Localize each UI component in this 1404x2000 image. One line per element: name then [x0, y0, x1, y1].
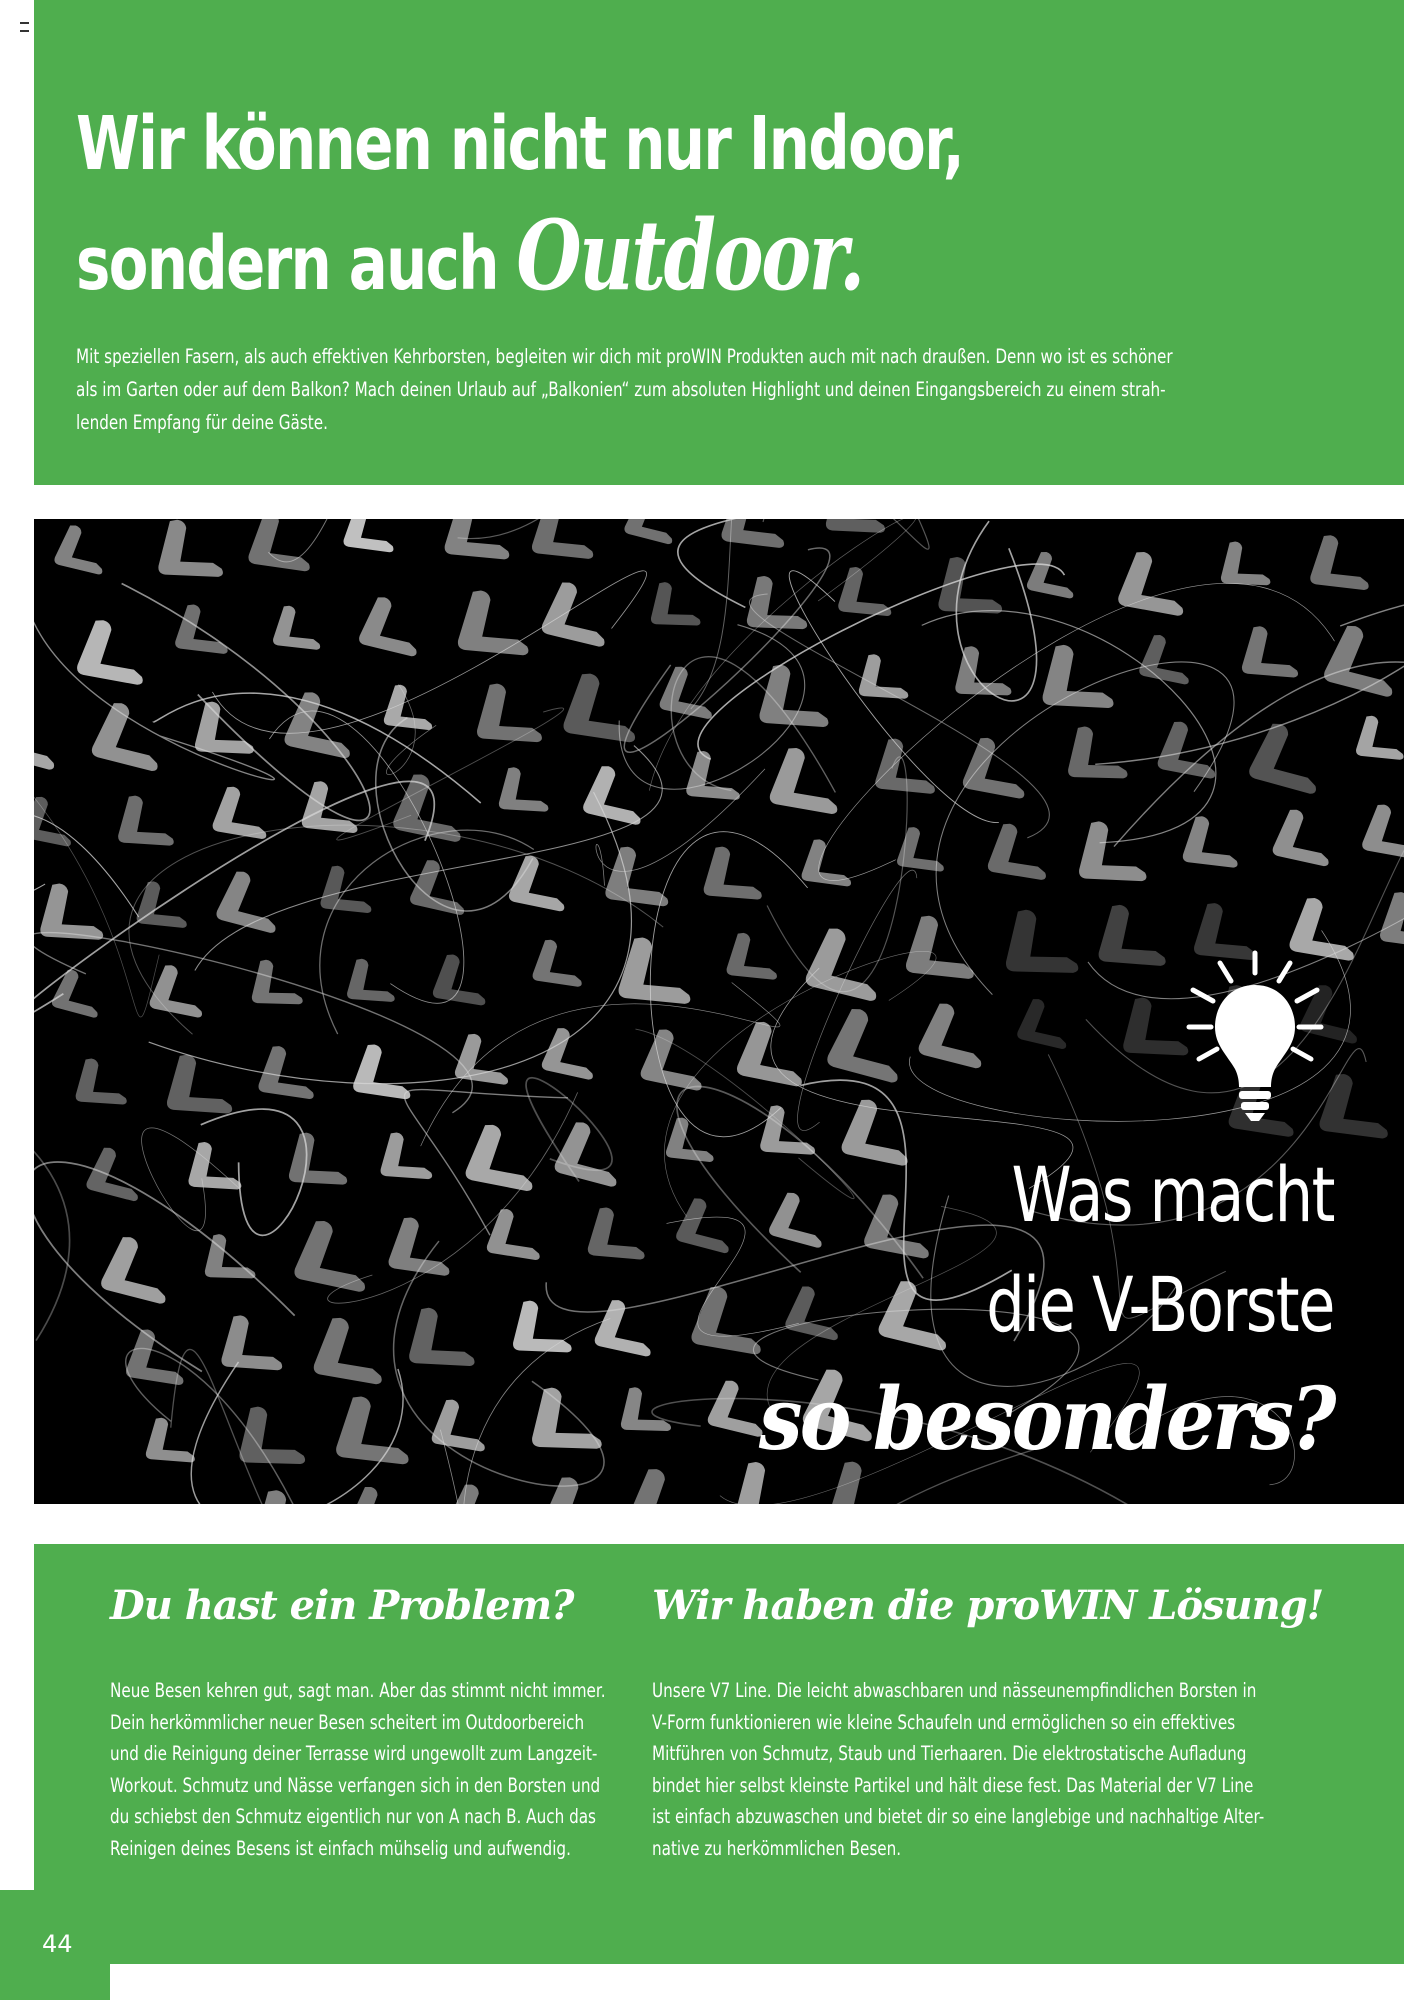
corner-mark [20, 22, 29, 32]
v-bristle [542, 582, 605, 646]
fiber [922, 611, 1216, 843]
fiber [269, 711, 463, 1003]
v-bristle [101, 1237, 167, 1304]
v-bristle [961, 736, 1025, 801]
fiber [328, 1092, 578, 1303]
photo-question [695, 1140, 1334, 1480]
v-bristle [522, 1380, 602, 1461]
v-bristle [1306, 532, 1370, 597]
v-bristle [1214, 536, 1271, 593]
v-bristle [182, 1137, 242, 1198]
problem-line: du schiebst den Schmutz eigentlich nur von A nach B. Auch das [110, 1805, 596, 1828]
v-bristle [92, 703, 159, 771]
fiber [171, 1349, 459, 1504]
v-bristle [1272, 809, 1329, 867]
v-bristle [1360, 803, 1404, 862]
v-bristle [52, 969, 99, 1017]
v-bristle [385, 1215, 450, 1281]
v-bristle [160, 1049, 233, 1123]
v-bristle [717, 519, 785, 554]
v-bristle [230, 1399, 305, 1475]
lightbulb-icon [1185, 945, 1325, 1125]
v-bristle [380, 682, 433, 735]
v-bristle [1026, 551, 1073, 599]
v-bristle [530, 937, 582, 990]
v-bristle [34, 709, 56, 769]
intro-text [76, 340, 1293, 439]
v-bristle [350, 1042, 411, 1104]
v-bristle [870, 734, 936, 801]
v-bristle [1060, 720, 1129, 789]
headline [76, 88, 963, 320]
v-bristle [1115, 991, 1189, 1066]
v-bristle [918, 1003, 982, 1068]
v-bristle [86, 1147, 139, 1201]
v-bristle [1236, 622, 1299, 685]
v-bristle [112, 790, 175, 854]
fiber [678, 519, 893, 607]
v-bristle [985, 821, 1046, 883]
v-bristle [644, 577, 701, 635]
solution-line: Unsere V7 Line. Die leicht abwaschbaren und nässeunempfindlichen Borsten in [652, 1679, 1257, 1702]
v-bristle [541, 1028, 593, 1081]
intro-line: Mit speziellen Fasern, als auch effektiven Kehrborsten, begleiten wir dich mit proWIN Produkten auch mit nach draußen. Denn wo ist es schöner [76, 345, 1173, 368]
v-bristle [818, 519, 885, 542]
v-bristle [583, 766, 640, 825]
fiber [34, 1086, 70, 1341]
problem-title: Du hast ein Problem? [110, 1582, 574, 1629]
fiber [195, 746, 662, 971]
v-bristle [150, 519, 224, 588]
solution-line: V-Form funktionieren wie kleine Schaufeln und ermöglichen so ein effektives [652, 1710, 1236, 1734]
v-bristle [54, 525, 102, 574]
solution-title: Wir haben die proWIN Lösung! [652, 1582, 1324, 1629]
fiber [34, 933, 472, 1113]
v-bristle [401, 1301, 475, 1376]
v-bristle [505, 1295, 572, 1363]
headline-line2-script: Outdoor. [516, 199, 863, 312]
v-bristle [187, 696, 254, 764]
question-line3: so besonders? [759, 1369, 1334, 1470]
v-bristle [311, 1316, 382, 1388]
v-bristle [484, 1207, 540, 1264]
v-bristle [216, 871, 277, 933]
v-bristle [1138, 634, 1189, 686]
v-bristle [470, 678, 543, 752]
v-bristle [739, 570, 808, 640]
v-bristle [698, 842, 763, 908]
v-bristle [735, 1021, 802, 1089]
solution-line: bindet hier selbst kleinste Partikel und hält diese fest. Das Material der V7 Line [652, 1773, 1254, 1797]
fiber [34, 1162, 295, 1372]
intro-line: lenden Empfang für deine Gäste. [76, 411, 328, 434]
v-bristle [293, 1220, 365, 1293]
problem-line: Dein herkömmlicher neuer Besen scheitert im Outdoorbereich [110, 1710, 585, 1734]
v-bristle [554, 1122, 618, 1187]
v-bristle [900, 911, 974, 986]
v-bristle [624, 519, 673, 544]
v-bristle [527, 519, 594, 566]
v-bristle [215, 1310, 283, 1379]
v-bristle [34, 878, 104, 950]
headline-line1: Wir können nicht nur Indoor, [76, 101, 964, 187]
v-bristle [827, 1008, 900, 1082]
v-bristle [1324, 625, 1394, 696]
page-number: 44 [42, 1930, 73, 1958]
v-bristle [430, 952, 485, 1008]
solution-text [652, 1675, 1354, 1864]
fiber [698, 564, 1064, 759]
v-bristle [681, 747, 741, 807]
problem-line: Neue Besen kehren gut, sagt man. Aber das stimmt nicht immer. [110, 1679, 606, 1702]
v-bristle [342, 955, 395, 1009]
v-bristle [392, 773, 461, 843]
v-bristle [996, 902, 1079, 986]
v-bristle [348, 1487, 402, 1504]
v-bristle [948, 640, 1012, 705]
v-bristle [640, 1029, 702, 1092]
intro-line: als im Garten oder auf dem Balkon? Mach deinen Urlaub auf „Balkonien“ zum absoluten Highlight und deinen Eingangsbereich zu einem strah- [76, 378, 1166, 401]
v-bristle [148, 964, 202, 1019]
v-bristle [375, 1128, 433, 1187]
v-bristle [165, 1503, 218, 1504]
v-bristle [70, 1054, 127, 1112]
v-bristle [359, 597, 417, 656]
fiber [798, 870, 917, 1130]
v-bristle [245, 519, 310, 576]
v-bristle [1017, 999, 1066, 1049]
v-bristle [282, 1127, 348, 1194]
v-bristle [340, 519, 394, 557]
problem-line: und die Reinigung deiner Terrasse wird ungewollt zum Langzeit- [110, 1742, 598, 1765]
v-bristle [767, 746, 838, 818]
v-bristle [626, 1468, 697, 1504]
v-bristle [493, 763, 549, 820]
solution-line: ist einfach abzuwaschen und bietet dir so eine langlebige und nachhaltige Alter- [652, 1805, 1265, 1828]
v-bristle [614, 1382, 672, 1440]
v-bristle [269, 603, 320, 655]
problem-line: Reinigen deines Besens ist einfach mühselig und aufwendig. [110, 1836, 571, 1860]
v-bristle [198, 1229, 256, 1288]
fiber [526, 1078, 612, 1182]
fiber [34, 621, 274, 780]
v-bristle [1070, 815, 1147, 893]
v-bristle [464, 1123, 533, 1193]
question-line2: die V-Borste [986, 1260, 1334, 1349]
headline-line2-prefix: sondern auch [76, 221, 498, 307]
v-bristle [1314, 1070, 1388, 1145]
v-bristle [451, 585, 529, 664]
v-bristle [438, 519, 509, 567]
v-bristle [75, 618, 143, 688]
v-bristle [582, 1203, 645, 1267]
v-bristle [559, 670, 635, 747]
v-bristle [1352, 712, 1404, 765]
solution-line: Mitführen von Schmutz, Staub und Tierhaaren. Die elektrostatische Aufladung [652, 1742, 1247, 1765]
fiber [337, 708, 564, 840]
v-bristle [539, 1476, 610, 1504]
v-bristle [1249, 723, 1319, 794]
v-bristle [1401, 972, 1404, 1035]
solution-line: native zu herkömmlichen Besen. [652, 1836, 902, 1860]
v-bristle [612, 932, 691, 1012]
v-bristle [1091, 899, 1166, 975]
v-bristle [601, 843, 669, 912]
fiber [122, 583, 370, 820]
v-bristle [1034, 638, 1115, 720]
fiber [650, 832, 807, 1137]
v-bristle [171, 601, 228, 659]
question-line1: Was macht [1011, 1150, 1334, 1239]
v-bristle [1116, 550, 1184, 619]
v-bristle [141, 1414, 196, 1469]
v-bristle [722, 929, 777, 985]
problem-line: Workout. Schmutz und Nässe verfangen sich in den Borsten und [110, 1773, 601, 1797]
problem-text [110, 1675, 609, 1864]
v-bristle [798, 837, 851, 891]
v-bristle [833, 563, 892, 622]
